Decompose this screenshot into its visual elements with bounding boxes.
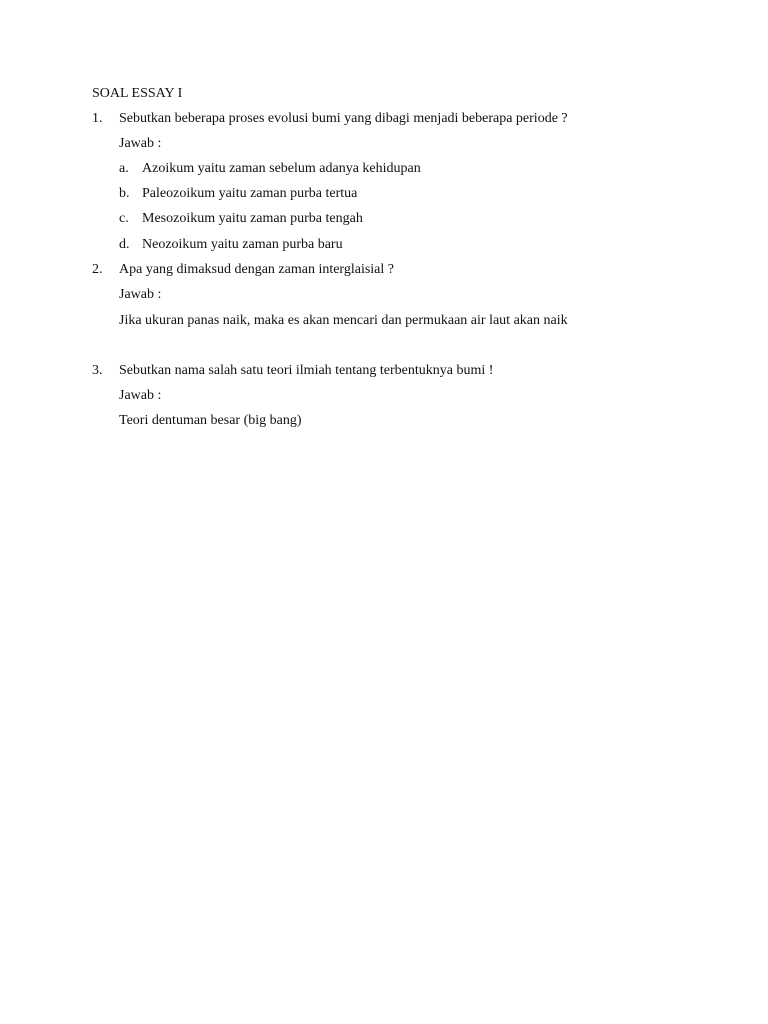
question-1-text: Sebutkan beberapa proses evolusi bumi yang dibagi menjadi beberapa periode ? (119, 111, 568, 126)
question-3-text: Sebutkan nama salah satu teori ilmiah tentang terbentuknya bumi ! (119, 363, 494, 378)
option-d-letter: d. (119, 237, 130, 252)
question-2-number: 2. (92, 262, 103, 277)
question-2-text: Apa yang dimaksud dengan zaman interglaisial ? (119, 262, 394, 277)
document-title: SOAL ESSAY I (92, 86, 183, 101)
question-3-number: 3. (92, 363, 103, 378)
option-c-letter: c. (119, 211, 129, 226)
question-2-answer: Jika ukuran panas naik, maka es akan mencari dan permukaan air laut akan naik (119, 313, 568, 328)
option-a-text: Azoikum yaitu zaman sebelum adanya kehidupan (142, 161, 421, 176)
option-c-text: Mesozoikum yaitu zaman purba tengah (142, 211, 363, 226)
question-1-number: 1. (92, 111, 103, 126)
option-b-text: Paleozoikum yaitu zaman purba tertua (142, 186, 358, 201)
option-b-letter: b. (119, 186, 130, 201)
option-d-text: Neozoikum yaitu zaman purba baru (142, 237, 343, 252)
question-2-answer-label: Jawab : (119, 287, 162, 302)
question-3-answer-label: Jawab : (119, 388, 162, 403)
option-a-letter: a. (119, 161, 129, 176)
question-1-answer-label: Jawab : (119, 136, 162, 151)
question-3-answer: Teori dentuman besar (big bang) (119, 413, 302, 428)
